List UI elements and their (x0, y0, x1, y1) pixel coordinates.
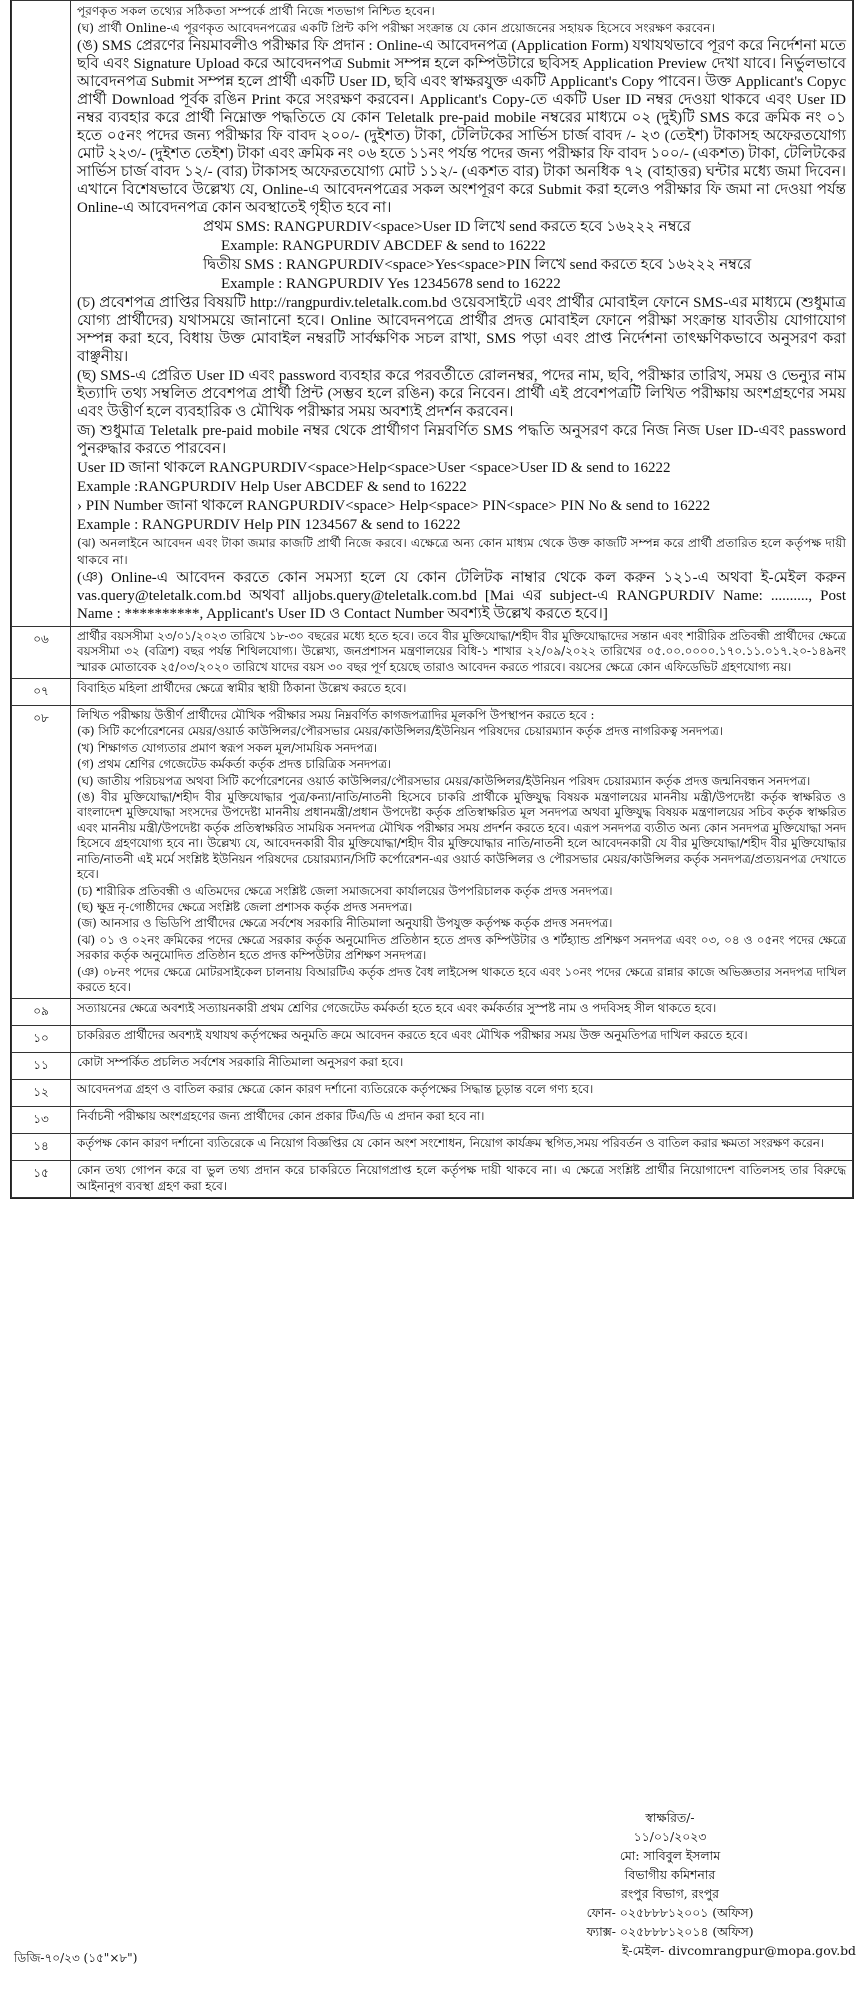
row-paragraph: (ঘ) জাতীয় পরিচয়পত্র অথবা সিটি কর্পোরেশনের ওয়ার্ড কাউন্সিলর/পৌরসভার মেয়র/কাউন্সিলর/ইউনিয়ন পরিষদ চেয়ারম্যান কর্তৃক প্রদত্ত জন্মনিবন্ধন সনদপত্র। (77, 773, 811, 788)
table-row (12, 626, 853, 678)
row-number: ০৯ (12, 999, 71, 1026)
row-number: ০৬ (12, 626, 71, 678)
row-paragraph: (খ) শিক্ষাগত যোগ্যতার প্রমাণ স্বরূপ সকল মূল/সাময়িক সনদপত্র। (77, 740, 378, 755)
table-row (12, 1134, 853, 1161)
clause-gha: (ঘ) প্রার্থী Online-এ পূরণকৃত আবেদনপত্রের একটি প্রিন্ট কপি পরীক্ষা সংক্রান্ত যে কোন প্রয়োজনের সহায়ক হিসেবে সংরক্ষণ করবেন। (77, 21, 715, 36)
clause-ja: জ) শুধুমাত্র Teletalk pre-paid mobile নম্বর থেকে প্রার্থীগণ নিম্নবর্ণিত SMS পদ্ধতি অনুসরণ করে নিজ নিজ User ID-এবং password পুনরুদ্ধার করতে পারবেন। (77, 423, 846, 458)
table-row (12, 1107, 853, 1134)
row-paragraph: কর্তৃপক্ষ কোন কারণ দর্শানো ব্যতিরেকে এ নিয়োগ বিজ্ঞপ্তির যে কোন অংশ সংশোধন, নিয়োগ কার্যক্রম স্থগিত,সময় পরিবর্তন ও বাতিল করার ক্ষমতা সংরক্ষণ করেন। (77, 1136, 825, 1151)
filled-info-line: পূরণকৃত সকল তথ্যের সঠিকতা সম্পর্কে প্রার্থী নিজে শতভাগ নিশ্চিত হবেন। (77, 4, 435, 18)
row-text (71, 1134, 853, 1161)
row-paragraph: (ঝ) ০১ ও ০২নং ক্রমিকের পদের ক্ষেত্রে সরকার কর্তৃক অনুমোদিত প্রতিষ্ঠান হতে প্রদত্ত কম্পিউটার ও শর্টহ্যান্ড প্রশিক্ষণ সনদপত্র এবং ০৩, ০৪ ও ০৫নং পদের ক্ষেত্রে সরকার কর্তৃক অনুমোদিত প্রতিষ্ঠান হতে প্রদত্ত কম্পিউটার প্রশিক্ষণ সনদপত্র। (77, 932, 846, 963)
table-row (12, 1080, 853, 1107)
row-paragraph: (গ) প্রথম শ্রেণির গেজেটেড কর্মকর্তা কর্তৃক প্রদত্ত চারিত্রিক সনদপত্র। (77, 757, 391, 772)
row-paragraph: কোন তথ্য গোপন করে বা ভুল তথ্য প্রদান করে চাকরিতে নিয়োগপ্রাপ্ত হলে কর্তৃপক্ষ দায়ী থাকবে না। এ ক্ষেত্রে সংশ্লিষ্ট প্রার্থীর নিয়োগাদেশ বাতিলসহ তার বিরুদ্ধে আইনানুগ ব্যবস্থা গ্রহণ করা হবে। (77, 1163, 846, 1193)
table-row (12, 1161, 853, 1198)
signatory-name: মো: সাবিবুল ইসলাম (619, 1848, 721, 1863)
office-fax: ফ্যাক্স- ০২৫৮৮৮১২০১৪ (অফিস) (586, 1924, 754, 1939)
row-number: ১২ (12, 1080, 71, 1107)
row-number: ০৭ (12, 679, 71, 706)
pin-recovery-line: › PIN Number জানা থাকলে RANGPURDIV<space> Help<space> PIN<space> PIN No & send to 16222 (77, 498, 711, 515)
row-paragraph: (জ) আনসার ও ভিডিপি প্রার্থীদের ক্ষেত্রে সর্বশেষ সরকারি নীতিমালা অনুযায়ী উপযুক্ত কর্তৃপক্ষ কর্তৃক প্রদত্ত সনদপত্র। (77, 916, 613, 931)
row-text (71, 1080, 853, 1107)
row-paragraph: সত্যায়নের ক্ষেত্রে অবশ্যই সত্যায়নকারী প্রথম শ্রেণির গেজেটেড কর্মকর্তা হতে হবে এবং কর্মকর্তার সুস্পষ্ট নাম ও পদবিসহ সীল থাকতে হবে। (77, 1001, 717, 1016)
first-sms-example: Example: RANGPURDIV ABCDEF & send to 16222 (221, 238, 546, 255)
signatory-title: বিভাগীয় কমিশনার (624, 1867, 716, 1882)
row-text (71, 679, 853, 706)
row-05-continued (12, 1, 853, 627)
row-number: ১০ (12, 1026, 71, 1053)
clause-umo: (ঙ) SMS প্রেরণের নিয়মাবলীও পরীক্ষার ফি প্রদান : Online-এ আবেদনপত্র (Application Form) যথাযথভাবে পূরণ করে নির্দেশনা মতে ছবি এবং Signature Upload করে আবেদনপত্র Submit সম্পন্ন হলে কম্পিউটারে ছবিসহ Application Preview দেখা যাবে। নির্ভুলভাবে আবেদনপত্র Submit সম্পন্ন হলে প্রার্থী একটি User ID, ছবি এবং স্বাক্ষরযুক্ত একটি Applicant's Copy পাবেন। উক্ত Applicant's Copyc প্রার্থী Download পূর্বক রঙিন Print করে সংরক্ষণ করবেন। Applicant's Copy-তে একটি User ID নম্বর দেওয়া থাকবে এবং User ID নম্বর ব্যবহার করে প্রার্থী নিম্নোক্ত পদ্ধতিতে যে কোন Teletalk pre-paid mobile নম্বরের মাধ্যমে ০২ (দুই)টি SMS করে ক্রমিক নং ০১ হতে ০৫নং পদের জন্য পরীক্ষার ফি বাবদ ২০০/- (দুইশত) টাকা, টেলিটকের সার্ভিস চার্জ বাবদ /- ২৩ (তেইশ) টাকাসহ অফেরতযোগ্য মোট ২২৩/- (দুইশত তেইশ) টাকা এবং ক্রমিক নং ০৬ হতে ১১নং পর্যন্ত পদের জন্য পরীক্ষার ফি বাবদ ১০০/- (একশত) টাকা, টেলিটকের সার্ভিস চার্জ বাবদ ১২/- (বার) টাকাসহ অফেরতযোগ্য মোট ১১২/- (একশত বার) টাকা অনধিক ৭২ (বাহাত্তর) ঘন্টার মধ্যে জমা দিবেন। এখানে বিশেষভাবে উল্লেখ্য যে, Online-এ আবেদনপত্রের সকল অংশপূরণ করে Submit করা হলেও পরীক্ষার ফি জমা না দেওয়া পর্যন্ত Online-এ আবেদনপত্র কোন অবস্থাতেই গৃহীত হবে না। (77, 38, 846, 217)
row-paragraph: (ঙ) বীর মুক্তিযোদ্ধা/শহীদ বীর মুক্তিযোদ্ধার পুত্র/কন্যা/নাতি/নাতনী হিসেবে চাকরি প্রার্থীকে মুক্তিযুদ্ধ বিষয়ক মন্ত্রণালয়ের মাননীয় মন্ত্রী/উপদেষ্টা কর্তৃক স্বাক্ষরিত ও বাংলাদেশ মুক্তিযোদ্ধা সংসদের উপদেষ্টা মাননীয় প্রধানমন্ত্রী/প্রধান উপদেষ্টা কর্তৃক প্রতিস্বাক্ষরিত মূল সনদপত্র অথবা মুক্তিযুদ্ধ বিষয়ক মন্ত্রণালয়ের সচিব কর্তৃক স্বাক্ষরিত এবং মাননীয় মন্ত্রী/উপদেষ্টা কর্তৃক প্রতিস্বাক্ষরিত সাময়িক সনদপত্র মৌখিক পরীক্ষার সময় প্রদর্শন করতে হবে। এরূপ সনদপত্র ব্যতীত অন্য কোন সনদপত্র মুক্তিযোদ্ধা সনদ হিসেবে গ্রহণযোগ্য হবে না। উল্লেখ্য যে, আবেদনকারী বীর মুক্তিযোদ্ধা/শহীদ বীর মুক্তিযোদ্ধার নাতি/নাতনী হলে আবেদনকারী যে বীর মুক্তিযোদ্ধা/শহীদ বীর মুক্তিযোদ্ধার নাতি/নাতনী এই মর্মে সংশ্লিষ্ট ইউনিয়ন পরিষদের চেয়ারম্যান/সিটি কর্পোরেশন-এর ওয়ার্ড কাউন্সিলর ও পৌরসভার মেয়র/কাউন্সিলর কর্তৃক সনদপত্র/প্রত্যয়নপত্র দেখাতে হবে। (77, 790, 846, 882)
table-row (12, 679, 853, 706)
signature-date: ১১/০১/২০২৩ (633, 1829, 707, 1844)
pin-recovery-example: Example : RANGPURDIV Help PIN 1234567 & send to 16222 (77, 517, 461, 534)
row-text (71, 626, 853, 678)
print-code: ডিজি-৭০/২৩ (১৫"×৮") (14, 1951, 138, 1965)
table-row (12, 706, 853, 999)
row-text (71, 706, 853, 999)
table-row (12, 999, 853, 1026)
row-text (71, 999, 853, 1026)
row-paragraph: লিখিত পরীক্ষায় উত্তীর্ণ প্রার্থীদের মৌখিক পরীক্ষার সময় নিম্নবর্ণিত কাগজপত্রাদির মূলকপি উপস্থাপন করতে হবে : (77, 708, 595, 723)
row-paragraph: (ছ) ক্ষুদ্র নৃ-গোষ্ঠীদের ক্ষেত্রে সংশ্লিষ্ট জেলা প্রশাসক কর্তৃক প্রদত্ত সনদপত্র। (77, 899, 413, 914)
second-sms-example: Example : RANGPURDIV Yes 12345678 send to 16222 (221, 276, 561, 293)
numbered-rows (12, 626, 853, 1197)
row-text (71, 1161, 853, 1198)
row-text (71, 1026, 853, 1053)
office-email: ই-মেইল- divcomrangpur@mopa.gov.bd (621, 1943, 856, 1958)
row-number: ১১ (12, 1053, 71, 1080)
row-paragraph: (চ) শারীরিক প্রতিবন্ধী ও এতিমদের ক্ষেত্রে সংশ্লিষ্ট জেলা সমাজসেবা কার্যালয়ের উপপরিচালক কর্তৃক প্রদত্ত সনদপত্র। (77, 883, 613, 898)
table-row (12, 1053, 853, 1080)
signatory-office: রংপুর বিভাগ, রংপুর (621, 1886, 719, 1901)
row-text (71, 1053, 853, 1080)
row-text (71, 1, 853, 627)
office-phone: ফোন- ০২৫৮৮৮১২০০১ (অফিস) (586, 1905, 754, 1920)
row-number: ১৩ (12, 1107, 71, 1134)
clause-cha: (চ) প্রবেশপত্র প্রাপ্তির বিষয়টি http://rangpurdiv.teletalk.com.bd ওয়েবসাইটে এবং প্রার্থীর মোবাইল ফোনে SMS-এর মাধ্যমে (শুধুমাত্র যোগ্য প্রার্থীদের) যথাসময়ে জানানো হবে। Online আবেদনপত্রে প্রার্থীর প্রদত্ত মোবাইল ফোনে পরীক্ষা সংক্রান্ত যাবতীয় যোগাযোগ সম্পন্ন করা হবে, বিধায় উক্ত মোবাইল নম্বরটি সার্বক্ষণিক সচল রাখা, SMS পড়া এবং প্রাপ্ত নির্দেশনা তাৎক্ষণিকভাবে অনুসরণ করা বাঞ্ছনীয়। (77, 295, 846, 366)
first-sms-line: প্রথম SMS: RANGPURDIV<space>User ID লিখে send করতে হবে ১৬২২২ নম্বরে (203, 219, 691, 236)
row-paragraph: (ক) সিটি কর্পোরেশনের মেয়র/ওয়ার্ড কাউন্সিলর/পৌরসভার মেয়র/কাউন্সিলর/ইউনিয়ন পরিষদের চেয়ারম্যান কর্তৃক প্রদত্ত নাগরিকত্ব সনদপত্র। (77, 724, 723, 739)
signature-block (560, 1808, 856, 1960)
row-paragraph: প্রার্থীর বয়সসীমা ২৩/০১/২০২৩ তারিখে ১৮-৩০ বছরের মধ্যে হতে হবে। তবে বীর মুক্তিযোদ্ধা/শহীদ বীর মুক্তিযোদ্ধাদের সন্তান এবং শারীরিক প্রতিবন্ধী প্রার্থীদের ক্ষেত্রে বয়সসীমা ৩২ (বত্রিশ) বছর পর্যন্ত শিথিলযোগ্য। উল্লেখ্য, জনপ্রশাসন মন্ত্রণালয়ের বিধি-১ শাখার ২২/০৯/২০২২ তারিখের ০৫.০০.০০০০.১৭০.১১.০১৭.২০-১৪৯নং স্মারক মোতাবেক ২৫/০৩/২০২০ তারিখে যাদের বয়স ৩০ বছর পূর্ণ হয়েছে তারাও আবেদন করতে পারবে। বয়সের ক্ষেত্রে কোন এফিডেভিট গ্রহণযোগ্য নয়। (77, 628, 847, 674)
row-paragraph: কোটা সম্পর্কিত প্রচলিত সর্বশেষ সরকারি নীতিমালা অনুসরণ করা হবে। (77, 1055, 404, 1070)
signed-label: স্বাক্ষরিত/- (645, 1810, 695, 1825)
row-paragraph: আবেদনপত্র গ্রহণ ও বাতিল করার ক্ষেত্রে কোন কারণ দর্শানো ব্যতিরেকে কর্তৃপক্ষের সিদ্ধান্ত চূড়ান্ত বলে গণ্য হবে। (77, 1082, 594, 1097)
table-row (12, 1026, 853, 1053)
row-number (12, 1, 71, 627)
row-text (71, 1107, 853, 1134)
row-paragraph: বিবাহিত মহিলা প্রার্থীদের ক্ষেত্রে স্বামীর স্থায়ী ঠিকানা উল্লেখ করতে হবে। (77, 681, 407, 696)
user-id-recovery-example: Example :RANGPURDIV Help User ABCDEF & send to 16222 (77, 479, 467, 496)
row-number: ১৪ (12, 1134, 71, 1161)
conditions-table (11, 0, 853, 1198)
row-paragraph: চাকরিরত প্রার্থীদের অবশ্যই যথাযথ কর্তৃপক্ষের অনুমতি ক্রমে আবেদন করতে হবে এবং মৌখিক পরীক্ষার সময় উক্ত অনুমতিপত্র দাখিল করতে হবে। (77, 1028, 748, 1043)
clause-chha: (ছ) SMS-এ প্রেরিত User ID এবং password ব্যবহার করে পরবর্তীতে রোলনম্বর, পদের নাম, ছবি, পরীক্ষার তারিখ, সময় ও ভেন্যুর নাম ইত্যাদি তথ্য সম্বলিত প্রবেশপত্র প্রার্থী প্রিন্ট (সম্ভব হলে রঙিন) করে নিবেন। প্রার্থী এই প্রবেশপত্রটি লিখিত পরীক্ষায় অংশগ্রহণের সময় এবং উত্তীর্ণ হলে ব্যবহারিক ও মৌখিক পরীক্ষার সময় অবশ্যই প্রদর্শন করবেন। (77, 368, 846, 421)
clause-jha: (ঝ) অনলাইনে আবেদন এবং টাকা জমার কাজটি প্রার্থী নিজে করবে। এক্ষেত্রে অন্য কোন মাধ্যম থেকে উক্ত কাজটি সম্পন্ন করে প্রার্থী প্রতারিত হলে কর্তৃপক্ষ দায়ী থাকবে না। (77, 536, 846, 567)
clause-nya: (ঞ) Online-এ আবেদন করতে কোন সমস্যা হলে যে কোন টেলিটক নাম্বার থেকে কল করুন ১২১-এ অথবা ই-মেইল করুন vas.query@teletalk.com.bd অথবা alljobs.query@teletalk.com.bd [Mai এর subject-এ RANGPURDIV Name: .........., Post Name : **********, Applicant's User ID ও Contact Number অবশ্যই উল্লেখ করতে হবে।] (77, 569, 846, 622)
row-paragraph: নির্বাচনী পরীক্ষায় অংশগ্রহণের জন্য প্রার্থীদের কোন প্রকার টিএ/ডি এ প্রদান করা হবে না। (77, 1109, 485, 1124)
row-paragraph: (ঞ) ০৮নং পদের ক্ষেত্রে মোটরসাইকেল চালনায় বিআরটিএ কর্তৃক প্রদত্ত বৈধ লাইসেন্স থাকতে হবে এবং ১০নং পদের ক্ষেত্রে রান্নার কাজে অভিজ্ঞতার সনদপত্র দাখিল করতে হবে। (77, 964, 846, 994)
row-number: ১৫ (12, 1161, 71, 1198)
second-sms-line: দ্বিতীয় SMS : RANGPURDIV<space>Yes<space>PIN লিখে send করতে হবে ১৬২২২ নম্বরে (203, 257, 752, 274)
user-id-recovery-line: User ID জানা থাকলে RANGPURDIV<space>Help<space>User <space>User ID & send to 16222 (77, 460, 671, 477)
notice-frame (10, 0, 854, 1199)
row-number: ০৮ (12, 706, 71, 999)
